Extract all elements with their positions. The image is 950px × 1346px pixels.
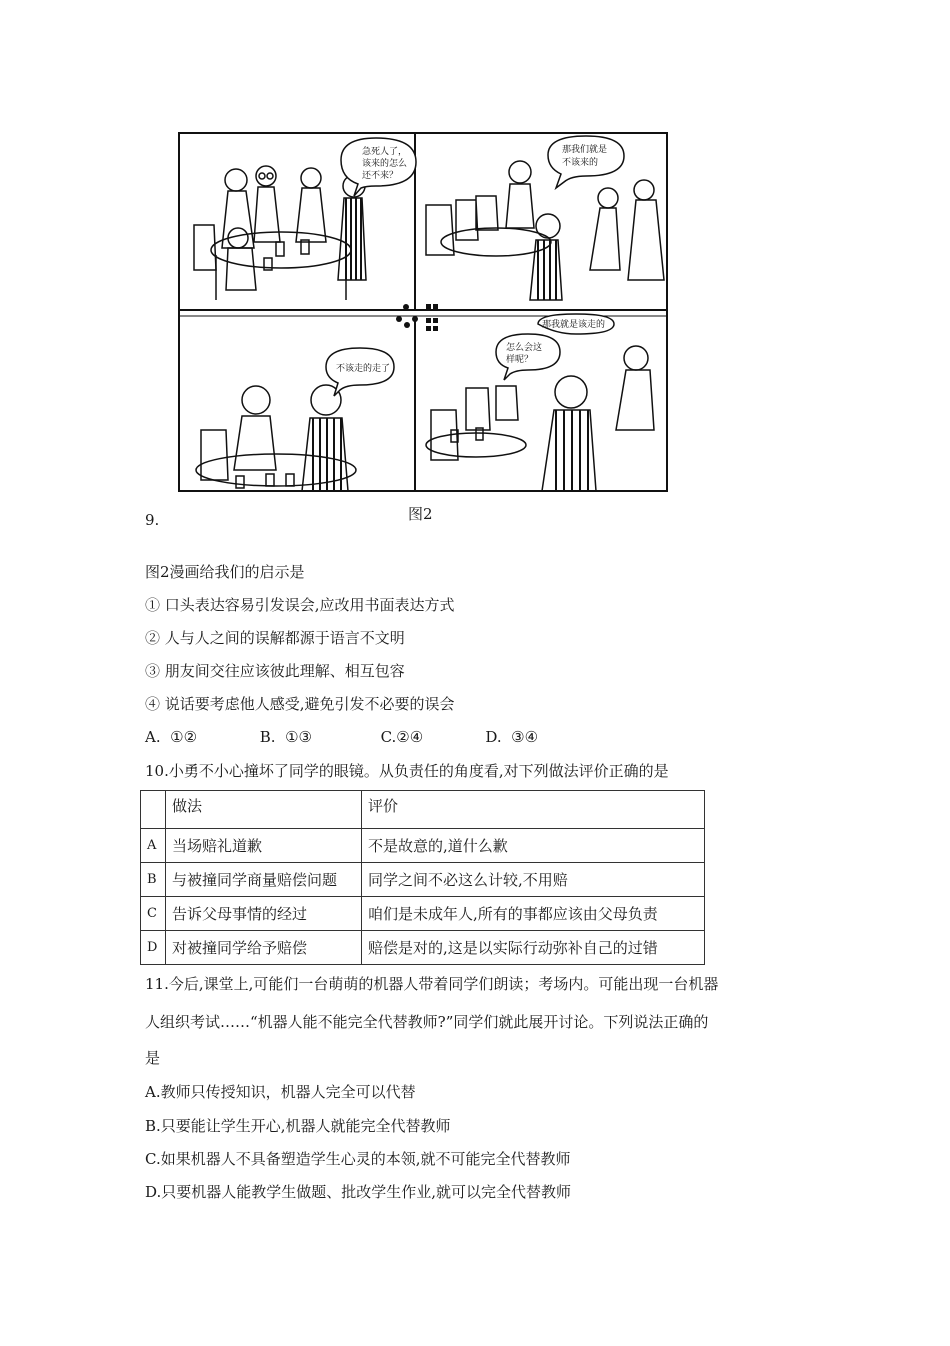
q9-item-4: ④ 说话要考虑他人感受,避免引发不必要的误会 <box>145 695 455 713</box>
table-cell-practice: 告诉父母事情的经过 <box>166 897 362 931</box>
q11-stem-line-1: 11.今后,课堂上,可能们一台萌萌的机器人带着同学们朗读；考场内。可能出现一台机器 <box>145 975 719 993</box>
q9-stem: 图2漫画给我们的启示是 <box>145 563 305 581</box>
table-header-cell: 评价 <box>362 791 705 829</box>
table-cell-evaluation: 赔偿是对的,这是以实际行动弥补自己的过错 <box>362 931 705 965</box>
table-header-row <box>141 791 705 829</box>
panel1-bubble-line1: 急死人了， <box>362 147 408 157</box>
q9-option-a[interactable]: A. ①② <box>145 728 198 746</box>
table-header-cell <box>141 791 166 829</box>
comic-figure <box>176 130 670 495</box>
panel4-bubble-a-line2: 样呢？ <box>506 355 534 365</box>
q9-number: 9. <box>145 511 160 529</box>
table-row <box>141 931 705 965</box>
panel1-bubble-line2: 该来的怎么 <box>362 159 408 169</box>
panel2-bubble-line2: 不该来的 <box>562 158 599 168</box>
panel2-bubble-line1: 那我们就是 <box>562 145 608 155</box>
panel4-bubble-a-line1: 怎么会这 <box>506 343 543 353</box>
table-cell-evaluation: 咱们是未成年人,所有的事都应该由父母负责 <box>362 897 705 931</box>
q11-option-a[interactable]: A.教师只传授知识，机器人完全可以代替 <box>145 1083 416 1101</box>
table-cell-practice: 与被撞同学商量赔偿问题 <box>166 863 362 897</box>
q9-item-2: ② 人与人之间的误解都源于语言不文明 <box>145 629 405 647</box>
q10-evaluation-table <box>140 790 705 965</box>
table-cell-practice: 对被撞同学给予赔偿 <box>166 931 362 965</box>
q11-option-d[interactable]: D.只要机器人能教学生做题、批改学生作业,就可以完全代替教师 <box>145 1183 572 1201</box>
table-cell-evaluation: 同学之间不必这么计较,不用赔 <box>362 863 705 897</box>
q9-item-3: ③ 朋友间交往应该彼此理解、相互包容 <box>145 662 405 680</box>
table-cell-label: D <box>141 931 166 965</box>
table-header-cell: 做法 <box>166 791 362 829</box>
q9-options <box>145 728 538 746</box>
table-cell-label: C <box>141 897 166 931</box>
q9-option-c[interactable]: C.②④ <box>380 728 424 746</box>
table-cell-evaluation: 不是故意的,道什么歉 <box>362 829 705 863</box>
q9-option-b[interactable]: B. ①③ <box>259 728 313 746</box>
table-row <box>141 829 705 863</box>
panel3-bubble-text: 不该走的走了 <box>336 364 391 374</box>
q11-stem-line-2: 人组织考试……“机器人能不能完全代替教师?”同学们就此展开讨论。下列说法正确的 <box>145 1013 709 1031</box>
q9-item-1: ① 口头表达容易引发误会,应改用书面表达方式 <box>145 596 455 614</box>
q11-option-b[interactable]: B.只要能让学生开心,机器人就能完全代替教师 <box>145 1117 451 1135</box>
panel1-bubble-line3: 还不来？ <box>362 171 399 181</box>
figure-caption: 图2 <box>408 505 433 523</box>
q11-stem-line-3: 是 <box>145 1049 161 1067</box>
q9-option-d[interactable]: D. ③④ <box>485 728 539 746</box>
panel4-bubble-b-text: 那我就是该走的 <box>542 320 606 330</box>
table-cell-label: B <box>141 863 166 897</box>
table-row <box>141 863 705 897</box>
table-row <box>141 897 705 931</box>
q11-option-c[interactable]: C.如果机器人不具备塑造学生心灵的本领,就不可能完全代替教师 <box>145 1150 571 1168</box>
table-cell-label: A <box>141 829 166 863</box>
table-cell-practice: 当场赔礼道歉 <box>166 829 362 863</box>
q10-stem: 10.小勇不小心撞坏了同学的眼镜。从负责任的角度看,对下列做法评价正确的是 <box>145 762 669 780</box>
